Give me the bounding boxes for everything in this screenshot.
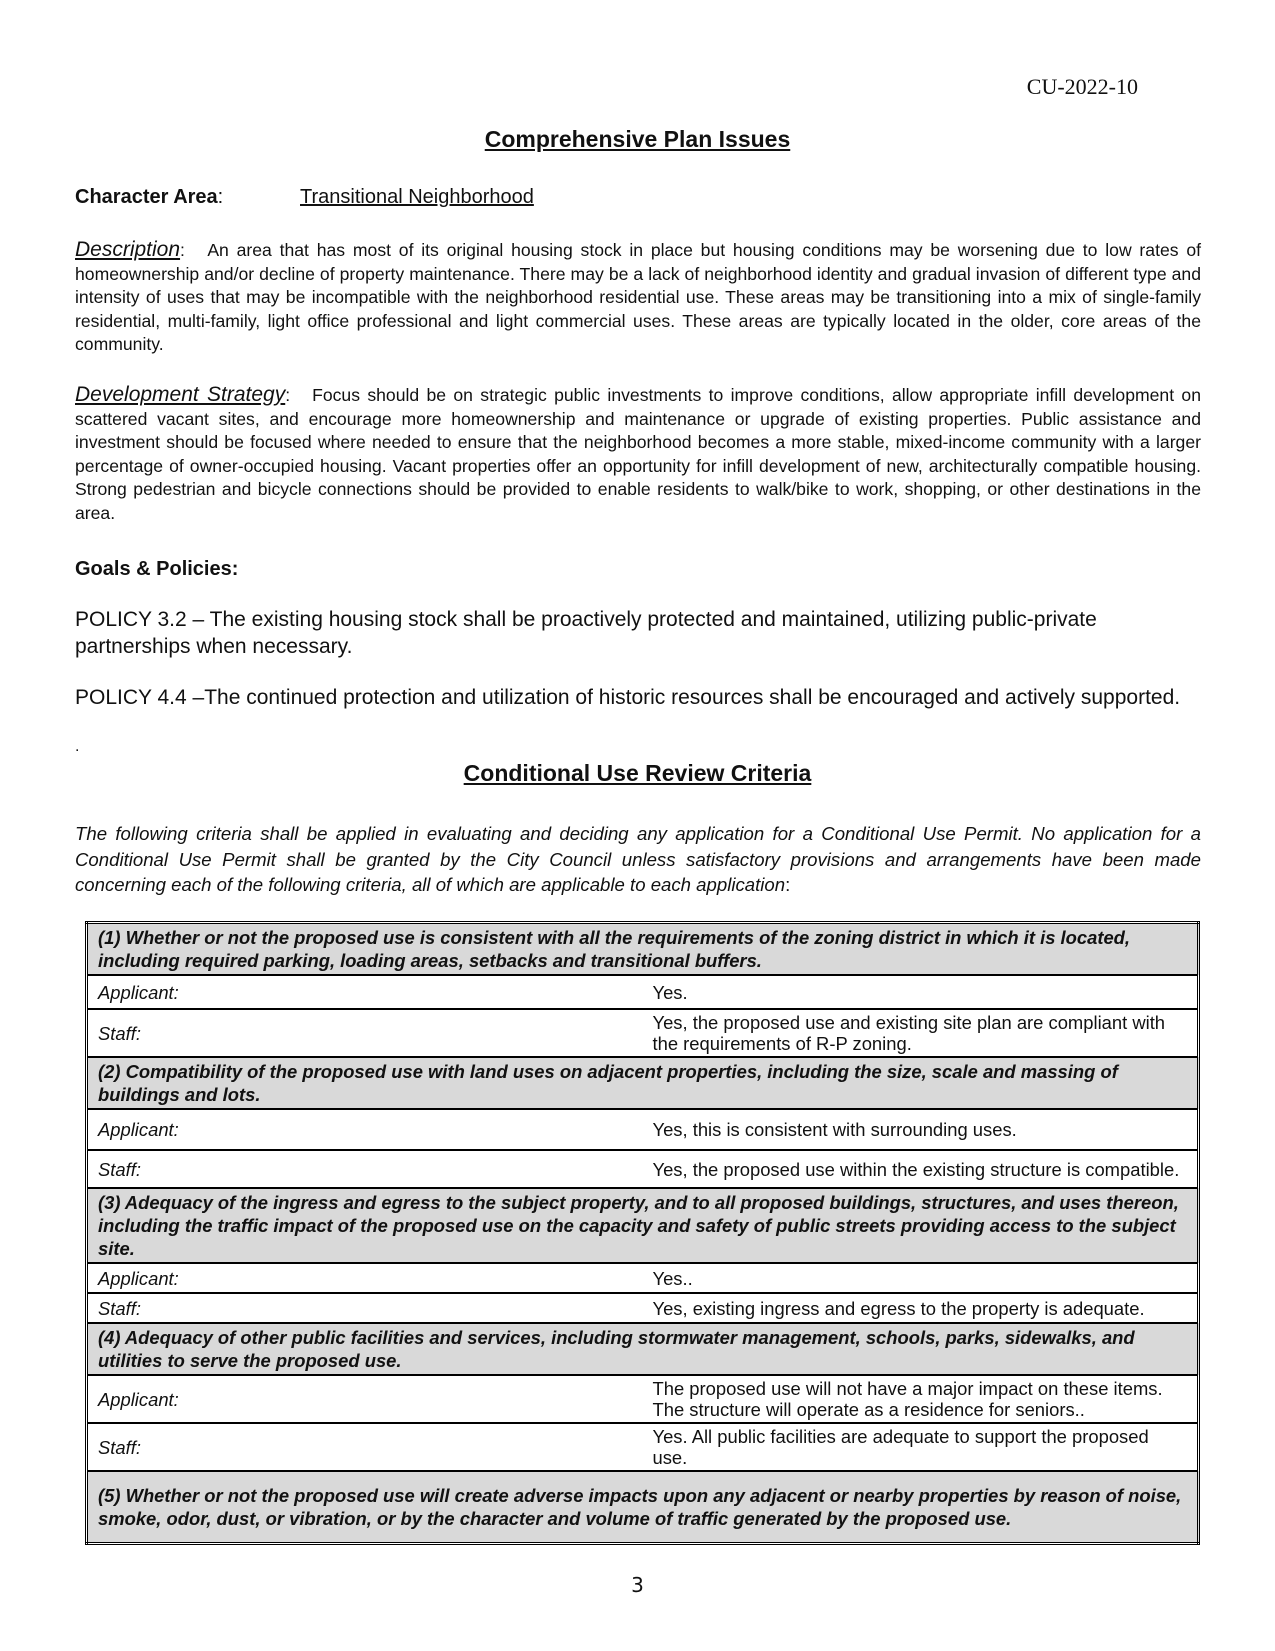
- criterion-row: [87, 1323, 1199, 1375]
- criterion-row: [87, 1188, 1199, 1263]
- policy-4-4: POLICY 4.4 –The continued protection and utilization of historic resources shall be encouraged and actively supported.: [75, 686, 1181, 709]
- criterion-3-staff: Yes, existing ingress and egress to the property is adequate.: [643, 1293, 1199, 1323]
- staff-row: [87, 1423, 1199, 1471]
- criterion-1-text: (1) Whether or not the proposed use is consistent with all the requirements of the zoning district in which it is located, including required parking, loading areas, setbacks and transitional buffers.: [87, 923, 1199, 976]
- staff-label: Staff:: [87, 1293, 643, 1323]
- development-strategy-text: Focus should be on strategic public investments to improve conditions, allow appropriate infill development on scattered vacant sites, and encourage more homeownership and maintenance or upgrade of existing properties. Public assistance and investment should be focused where needed to ensure that the neighborhood becomes a more stable, mixed-income community with a larger percentage of owner-occupied housing. Vacant properties offer an opportunity for infill development of new, architecturally compatible housing. Strong pedestrian and bicycle connections should be provided to enable residents to walk/bike to work, shopping, or other destinations in the area.: [75, 385, 1201, 523]
- applicant-label: Applicant:: [87, 1263, 643, 1293]
- criterion-row: [87, 1471, 1199, 1543]
- staff-label: Staff:: [87, 1150, 643, 1188]
- criterion-2-staff: Yes, the proposed use within the existing structure is compatible.: [643, 1150, 1199, 1188]
- criteria-intro: [75, 821, 1201, 898]
- staff-row: [87, 1009, 1199, 1057]
- criterion-3-text: (3) Adequacy of the ingress and egress to the subject property, and to all proposed buildings, structures, and uses thereon, including the traffic impact of the proposed use on the capacity and safety of public streets providing access to the subject site.: [87, 1188, 1199, 1263]
- description-text: An area that has most of its original housing stock in place but housing conditions may be worsening due to low rates of homeownership and/or decline of property maintenance. There may be a lack of neighborhood identity and gradual invasion of different type and intensity of uses that may be incompatible with the neighborhood residential use. These areas may be transitioning into a mix of single-family residential, multi-family, light office professional and light commercial uses. These areas are typically located in the older, core areas of the community.: [75, 240, 1201, 355]
- criteria-heading: Conditional Use Review Criteria: [463, 760, 812, 786]
- document-id: CU-2022-10: [1026, 74, 1138, 99]
- criterion-1-applicant: Yes.: [643, 975, 1199, 1009]
- character-area-label: Character Area: [75, 186, 218, 208]
- criteria-intro-text: The following criteria shall be applied in evaluating and deciding any application for a Conditional Use Permit. No application for a Conditional Use Permit shall be granted by the City Council unless satisfactory provisions and arrangements have been made concerning each of the following criteria, all of which are applicable to each application: [75, 823, 1201, 895]
- applicant-label: Applicant:: [87, 1109, 643, 1150]
- criterion-5-text: (5) Whether or not the proposed use will create adverse impacts upon any adjacent or nearby properties by reason of noise, smoke, odor, dust, or vibration, or by the character and volume of traffic generated by the proposed use.: [87, 1471, 1199, 1543]
- development-strategy-label: Development Strategy: [75, 383, 286, 406]
- staff-row: [87, 1150, 1199, 1188]
- criterion-4-staff: Yes. All public facilities are adequate to support the proposed use.: [643, 1423, 1199, 1471]
- comprehensive-plan-heading: Comprehensive Plan Issues: [484, 126, 791, 152]
- applicant-row: [87, 1109, 1199, 1150]
- criterion-2-text: (2) Compatibility of the proposed use with land uses on adjacent properties, including the size, scale and massing of buildings and lots.: [87, 1057, 1199, 1109]
- criteria-table: [85, 921, 1200, 1545]
- criterion-1-staff: Yes, the proposed use and existing site plan are compliant with the requirements of R-P zoning.: [643, 1009, 1199, 1057]
- criteria-intro-colon: :: [785, 874, 791, 895]
- description-paragraph: Description: An area that has most of its original housing stock in place but housing conditions may be worsening due to low rates of homeownership and/or decline of property maintenance. There may be a lack of neighborhood identity and gradual invasion of different type and intensity of uses that may be incompatible with the neighborhood residential use. These areas may be transitioning into a mix of single-family residential, multi-family, light office professional and light commercial uses. These areas are typically located in the older, core areas of the community.: [75, 238, 1201, 355]
- applicant-row: [87, 1263, 1199, 1293]
- staff-label: Staff:: [87, 1009, 643, 1057]
- description-label: Description: [75, 238, 181, 261]
- criterion-2-applicant: Yes, this is consistent with surrounding uses.: [643, 1109, 1199, 1150]
- criterion-4-applicant: The proposed use will not have a major impact on these items. The structure will operate as a residence for seniors..: [643, 1375, 1199, 1423]
- character-area: [75, 186, 534, 209]
- page-number: 3: [631, 1573, 644, 1597]
- character-area-colon: :: [217, 186, 224, 208]
- criterion-4-text: (4) Adequacy of other public facilities and services, including stormwater management, schools, parks, sidewalks, and utilities to serve the proposed use.: [87, 1323, 1199, 1375]
- criterion-3-applicant: Yes..: [643, 1263, 1199, 1293]
- policy-3-2: POLICY 3.2 – The existing housing stock shall be proactively protected and maintained, utilizing public-private partnerships when necessary.: [75, 608, 1097, 658]
- applicant-row: [87, 975, 1199, 1009]
- goals-policies-heading: Goals & Policies:: [75, 558, 239, 580]
- applicant-label: Applicant:: [87, 1375, 643, 1423]
- criterion-row: [87, 1057, 1199, 1109]
- character-area-value: Transitional Neighborhood: [300, 186, 534, 208]
- development-strategy-paragraph: Development Strategy: Focus should be on strategic public investments to improve conditions, allow appropriate infill development on scattered vacant sites, and encourage more homeownership and maintenance or upgrade of existing properties. Public assistance and investment should be focused where needed to ensure that the neighborhood becomes a more stable, mixed-income community with a larger percentage of owner-occupied housing. Vacant properties offer an opportunity for infill development of new, architecturally compatible housing. Strong pedestrian and bicycle connections should be provided to enable residents to walk/bike to work, shopping, or other destinations in the area.: [75, 383, 1201, 523]
- criterion-row: [87, 923, 1199, 976]
- stray-dot: .: [75, 738, 80, 755]
- applicant-label: Applicant:: [87, 975, 643, 1009]
- staff-row: [87, 1293, 1199, 1323]
- staff-label: Staff:: [87, 1423, 643, 1471]
- applicant-row: [87, 1375, 1199, 1423]
